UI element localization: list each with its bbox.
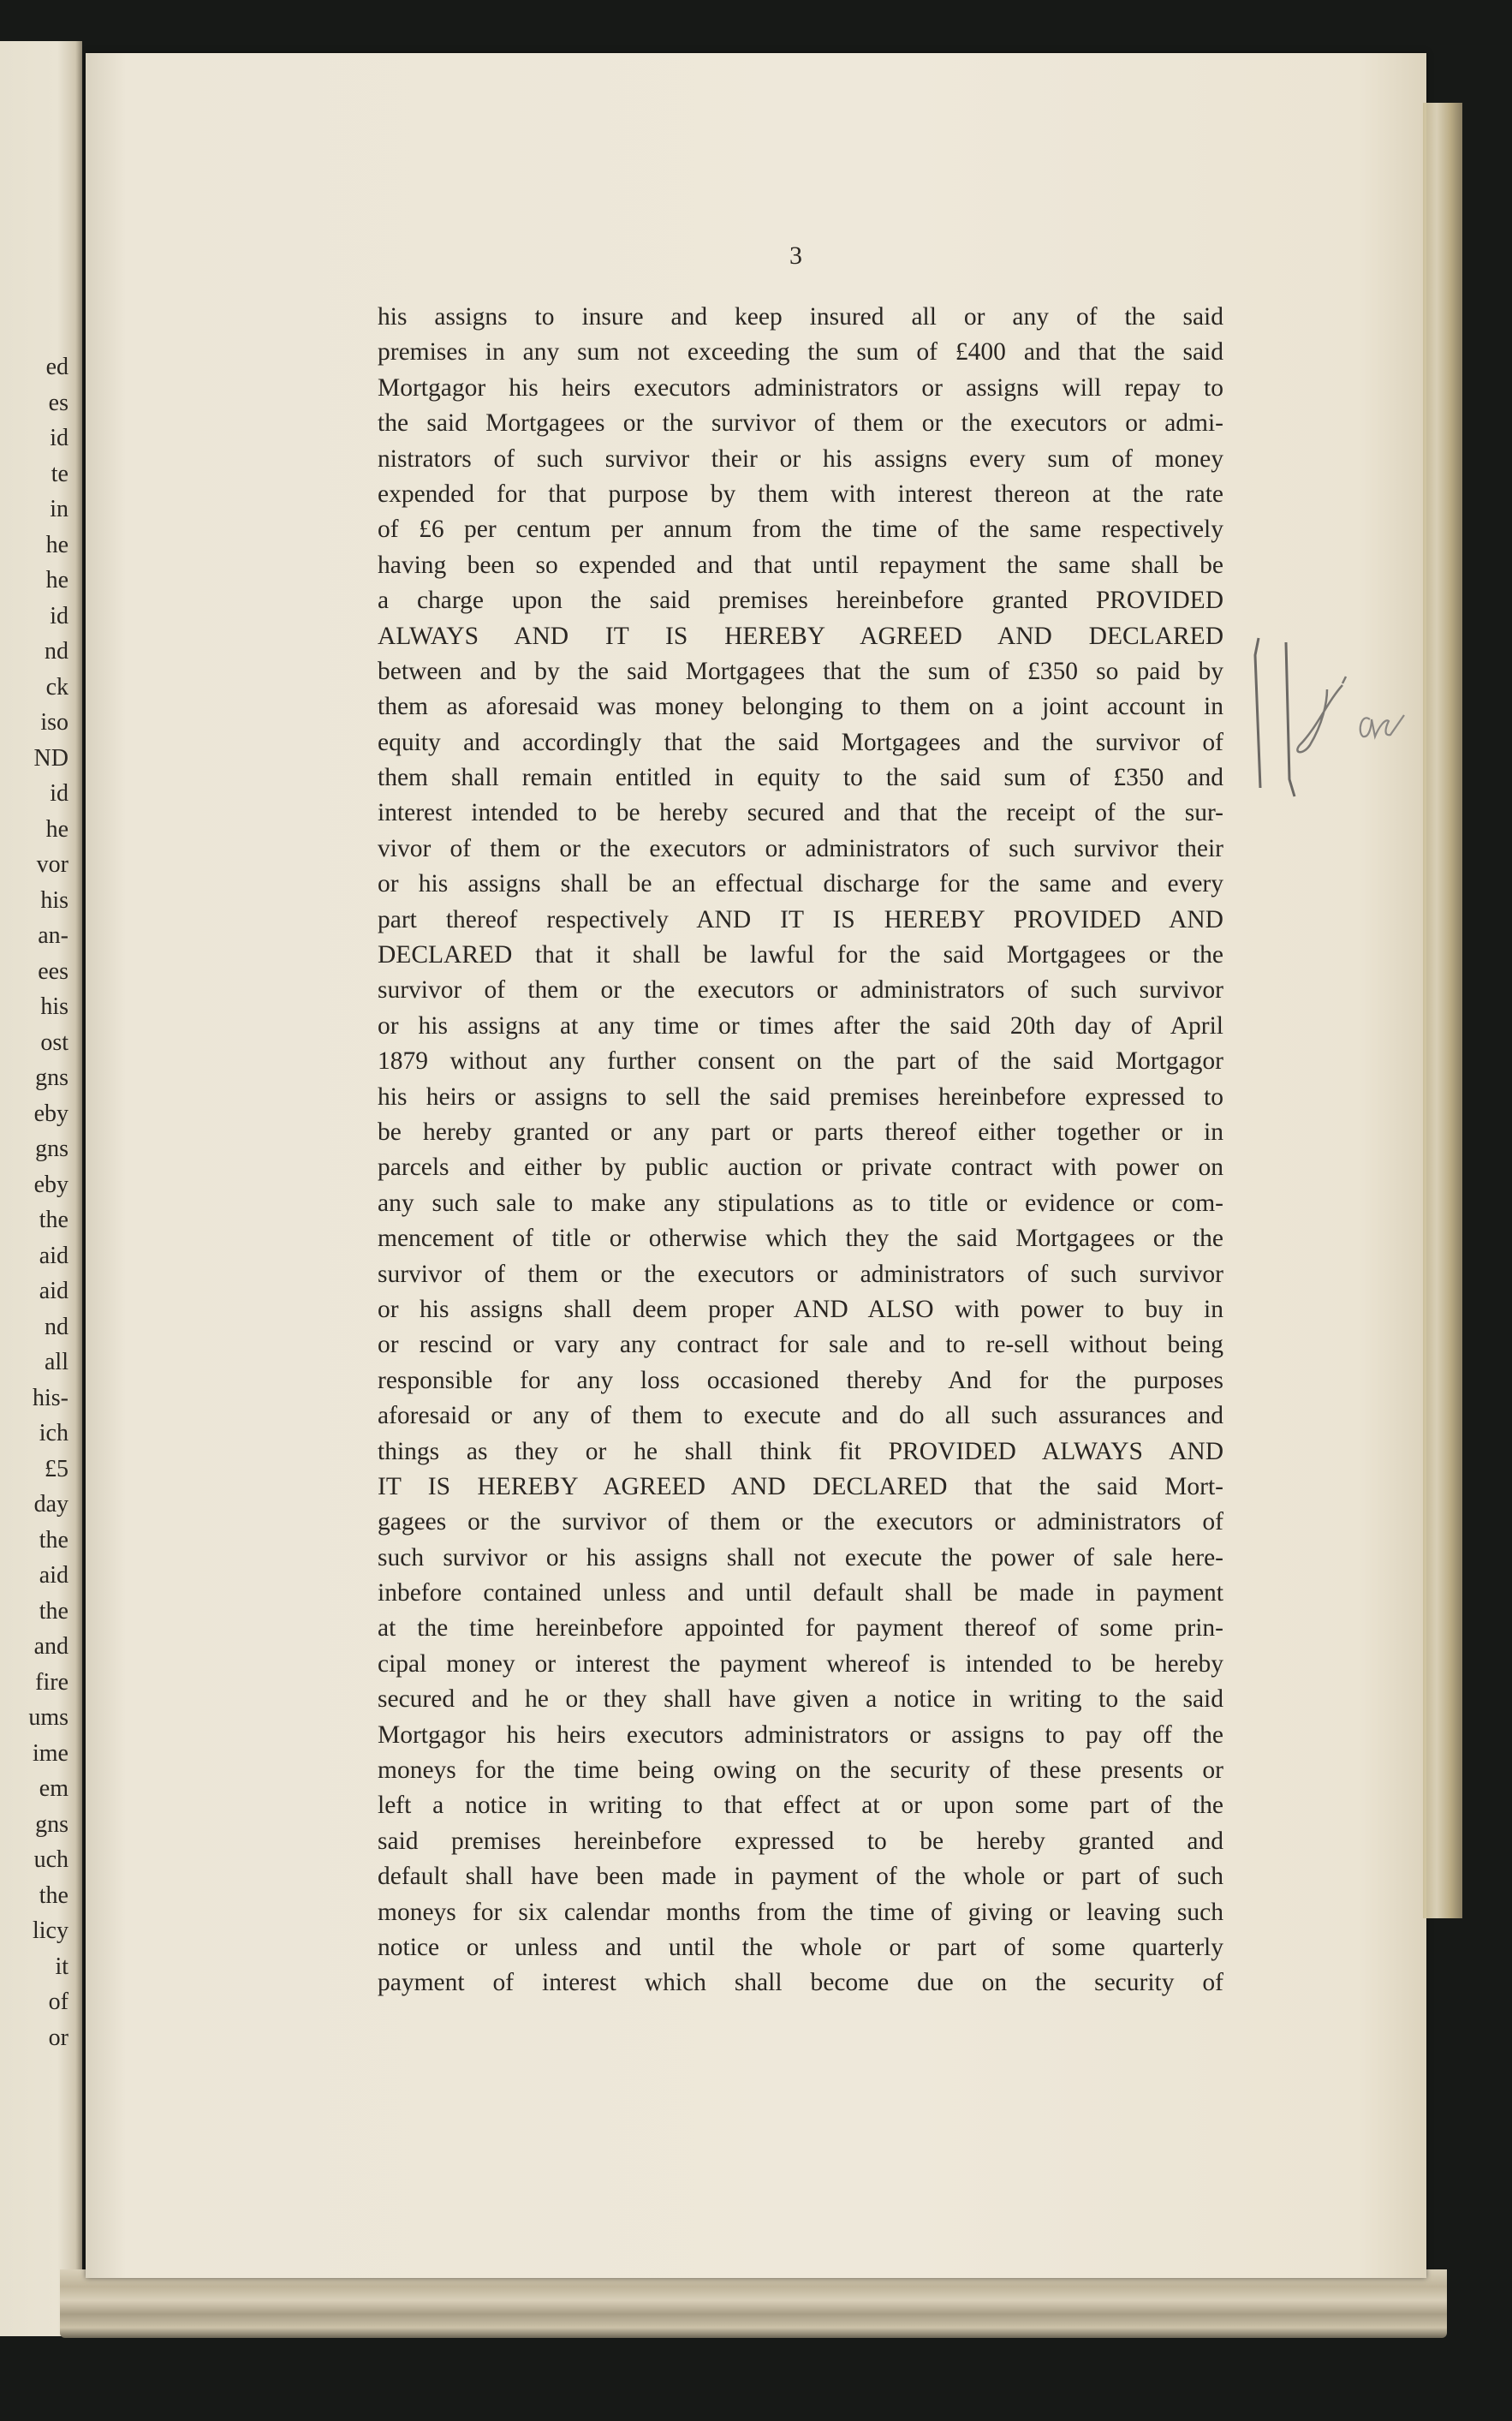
- facing-page-fragment: licy: [33, 1917, 68, 1944]
- text-line: aforesaid or any of them to execute and do all such assurances and: [378, 1402, 1223, 1430]
- facing-page-fragment: nd: [45, 1313, 68, 1340]
- text-line: premises in any sum not exceeding the sum of £400 and that the said: [378, 338, 1223, 367]
- pencil-mark-letter: [1297, 677, 1346, 752]
- facing-page-fragment: £5: [45, 1455, 68, 1482]
- pencil-mark-word: [1360, 715, 1404, 736]
- text-line: a charge upon the said premises hereinbefore granted PROVIDED: [378, 587, 1223, 615]
- text-line: said premises hereinbefore expressed to be hereby granted and: [378, 1827, 1223, 1855]
- text-line: them as aforesaid was money belonging to them on a joint account in: [378, 693, 1223, 721]
- facing-page-fragment: ums: [28, 1704, 68, 1731]
- text-line: be hereby granted or any part or parts thereof either together or in: [378, 1118, 1223, 1146]
- text-line: Mortgagor his heirs executors administrators or assigns to pay off the: [378, 1720, 1223, 1749]
- text-line: left a notice in writing to that effect at or upon some part of the: [378, 1792, 1223, 1820]
- text-line: gagees or the survivor of them or the executors or administrators of: [378, 1508, 1223, 1536]
- pencil-annotation: [1241, 617, 1421, 822]
- text-line: interest intended to be hereby secured and that the receipt of the sur-: [378, 799, 1223, 827]
- facing-page-fragment: aid: [39, 1242, 68, 1269]
- facing-page-edge: [0, 41, 82, 2336]
- facing-page-fragment: ND: [33, 744, 68, 772]
- text-line: payment of interest which shall become due on the security of: [378, 1969, 1223, 1997]
- text-line: secured and he or they shall have given a notice in writing to the said: [378, 1685, 1223, 1714]
- facing-page-fragment: gns: [35, 1136, 68, 1162]
- text-line: or rescind or vary any contract for sale and to re-sell without being: [378, 1331, 1223, 1359]
- body-text: [378, 300, 1223, 2001]
- facing-page-fragment: in: [50, 496, 68, 522]
- pencil-mark-line-2: [1286, 642, 1295, 796]
- text-line: having been so expended and that until repayment the same shall be: [378, 551, 1223, 579]
- text-line: between and by the said Mortgagees that the sum of £350 so paid by: [378, 657, 1223, 685]
- text-line: expended for that purpose by them with interest thereon at the rate: [378, 480, 1223, 508]
- facing-page-fragment: uch: [33, 1846, 68, 1873]
- facing-page-fragment: es: [48, 389, 68, 416]
- facing-page-fragment: or: [48, 2024, 68, 2051]
- facing-page-fragment: the: [39, 1881, 68, 1909]
- facing-page-fragment: ees: [38, 957, 68, 985]
- facing-page-fragment: he: [45, 567, 68, 593]
- pencil-mark-line-1: [1255, 638, 1260, 788]
- facing-page-fragment: all: [45, 1349, 68, 1375]
- text-line: DECLARED that it shall be lawful for the said Mortgagees or the: [378, 941, 1223, 969]
- text-line: 1879 without any further consent on the part of the said Mortgagor: [378, 1047, 1223, 1076]
- text-line: equity and accordingly that the said Mortgagees and the survivor of: [378, 728, 1223, 756]
- text-line: nistrators of such survivor their or his assigns every sum of money: [378, 444, 1223, 473]
- text-line: or his assigns shall deem proper AND ALSO with power to buy in: [378, 1295, 1223, 1323]
- text-line: or his assigns shall be an effectual discharge for the same and every: [378, 870, 1223, 898]
- binding-tape: [1423, 103, 1462, 1918]
- facing-page-fragment: aid: [39, 1278, 68, 1304]
- text-line: moneys for six calendar months from the time of giving or leaving such: [378, 1898, 1223, 1926]
- facing-page-fragment: and: [33, 1633, 68, 1660]
- facing-page-fragment: aid: [39, 1562, 68, 1589]
- text-line: his assigns to insure and keep insured all or any of the said: [378, 303, 1223, 331]
- text-line: Mortgagor his heirs executors administrators or assigns will repay to: [378, 373, 1223, 402]
- text-line: such survivor or his assigns shall not execute the power of sale here-: [378, 1543, 1223, 1571]
- facing-page-fragment: id: [50, 425, 68, 451]
- facing-page-fragment: he: [45, 531, 68, 558]
- facing-page-fragment: his: [40, 993, 68, 1020]
- facing-page-fragment: em: [39, 1775, 68, 1802]
- facing-page-fragment: ime: [33, 1739, 68, 1767]
- facing-page-fragment: te: [51, 460, 68, 487]
- facing-page-fragment: id: [50, 602, 68, 629]
- text-line: default shall have been made in payment of the whole or part of such: [378, 1863, 1223, 1891]
- text-line: any such sale to make any stipulations as to title or evidence or com-: [378, 1189, 1223, 1217]
- book-page-edges: [60, 2269, 1447, 2338]
- text-line: responsible for any loss occasioned thereby And for the purposes: [378, 1366, 1223, 1394]
- text-line: ALWAYS AND IT IS HEREBY AGREED AND DECLARED: [378, 622, 1223, 650]
- text-line: IT IS HEREBY AGREED AND DECLARED that the said Mort-: [378, 1472, 1223, 1500]
- facing-page-fragment: ck: [45, 673, 68, 701]
- text-line: moneys for the time being owing on the security of these presents or: [378, 1756, 1223, 1785]
- facing-page-fragment: the: [39, 1526, 68, 1553]
- facing-page-fragment: vor: [36, 851, 68, 878]
- text-line: them shall remain entitled in equity to the said sum of £350 and: [378, 764, 1223, 792]
- text-line: the said Mortgagees or the survivor of them or the executors or admi-: [378, 409, 1223, 438]
- text-line: parcels and either by public auction or private contract with power on: [378, 1154, 1223, 1182]
- text-line: mencement of title or otherwise which they the said Mortgagees or the: [378, 1225, 1223, 1253]
- text-line: things as they or he shall think fit PROVIDED ALWAYS AND: [378, 1437, 1223, 1465]
- text-line: inbefore contained unless and until default shall be made in payment: [378, 1579, 1223, 1607]
- facing-page-fragment: he: [45, 815, 68, 843]
- text-line: part thereof respectively AND IT IS HEREBY PROVIDED AND: [378, 905, 1223, 933]
- text-line: vivor of them or the executors or administrators of such survivor their: [378, 834, 1223, 862]
- facing-page-fragment: of: [48, 1989, 68, 2015]
- facing-page-fragment: iso: [40, 709, 68, 736]
- facing-page-fragment: the: [39, 1207, 68, 1233]
- facing-page-fragment: it: [55, 1953, 68, 1980]
- facing-page-fragment: eby: [33, 1171, 68, 1198]
- facing-page-fragment: fire: [35, 1668, 68, 1696]
- facing-page-fragment: an-: [38, 922, 68, 949]
- page-number: 3: [789, 242, 802, 270]
- facing-page-fragment: day: [33, 1491, 68, 1518]
- facing-page-fragment: nd: [45, 638, 68, 665]
- facing-page-fragment: eby: [33, 1100, 68, 1127]
- text-line: or his assigns at any time or times after the said 20th day of April: [378, 1011, 1223, 1040]
- facing-page-fragment: gns: [35, 1064, 68, 1091]
- facing-page-fragment: gns: [35, 1810, 68, 1838]
- text-line: cipal money or interest the payment whereof is intended to be hereby: [378, 1649, 1223, 1678]
- facing-page-fragment: his: [40, 886, 68, 914]
- text-line: his heirs or assigns to sell the said premises hereinbefore expressed to: [378, 1082, 1223, 1111]
- facing-page-fragment: ost: [40, 1029, 68, 1056]
- text-line: survivor of them or the executors or administrators of such survivor: [378, 976, 1223, 1005]
- text-line: of £6 per centum per annum from the time of the same respectively: [378, 516, 1223, 544]
- facing-page-fragment: his-: [33, 1384, 68, 1411]
- facing-page-fragment: the: [39, 1597, 68, 1625]
- facing-page-text-fragments: [28, 349, 68, 2055]
- text-line: notice or unless and until the whole or part of some quarterly: [378, 1933, 1223, 1961]
- facing-page-fragment: id: [50, 780, 68, 807]
- text-line: at the time hereinbefore appointed for payment thereof of some prin-: [378, 1614, 1223, 1643]
- facing-page-fragment: ed: [45, 354, 68, 380]
- facing-page-fragment: ich: [39, 1420, 68, 1446]
- text-line: survivor of them or the executors or administrators of such survivor: [378, 1260, 1223, 1288]
